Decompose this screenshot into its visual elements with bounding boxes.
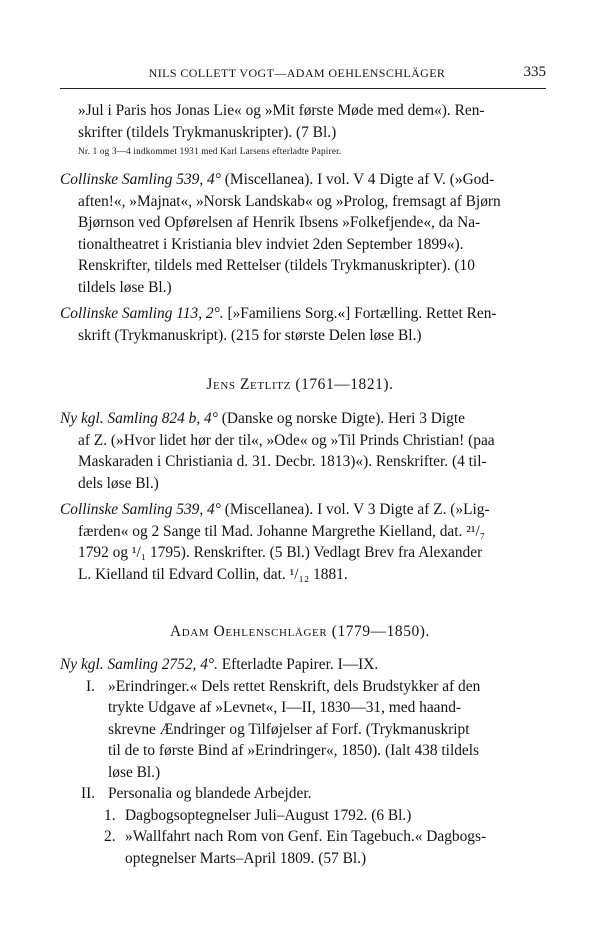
author-name: Adam Oehlenschläger [170, 623, 328, 640]
subitem-marker: 2. [104, 828, 116, 845]
footnote-line: Nr. 1 og 3—4 indkommet 1931 med Karl Larsens efterladte Papirer. [78, 146, 342, 156]
shelfmark: Ny kgl. Samling 2752, 4°. [60, 656, 218, 673]
text-line: skrevne Ændringer og Tilføjelser af Forf. (Trykmanuskript [108, 720, 470, 738]
text-line: færden« og 2 Sange til Mad. Johanne Margrethe Kielland, dat. ²¹/₇ [78, 522, 486, 540]
text-line: »Wallfahrt nach Rom von Genf. Ein Tagebuch.« Dagbogs- [125, 828, 487, 845]
subitem-text [125, 826, 486, 869]
entry-continuation [78, 521, 485, 586]
text-line: Maskaraden i Christiania d. 31. Decbr. 1813)«). Renskrifter. (4 til- [78, 453, 487, 470]
text-line: 1792 og ¹/₁ 1795). Renskrifter. (5 Bl.) Vedlagt Brev fra Alexander [78, 544, 483, 561]
entry-text: (Miscellanea). I vol. V 4 Digte af V. (»God- [220, 171, 495, 188]
shelfmark: Collinske Samling 539, 4° [60, 501, 221, 518]
entry-continuation [78, 100, 485, 143]
entry-continuation [78, 430, 495, 495]
entry-first-line [60, 169, 494, 191]
catalog-entry [60, 169, 494, 191]
shelfmark: Collinske Samling 539, 4° [60, 171, 221, 188]
item-text [108, 676, 480, 784]
item-marker: I. [86, 677, 95, 695]
author-dates: (1761—1821). [290, 376, 394, 393]
shelfmark: Collinske Samling 113, 2°. [60, 305, 224, 322]
text-line: skrift (Trykmanuskript). (215 for største Delen løse Bl.) [78, 326, 422, 344]
text-line: til de to første Bind af »Erindringer«, 1850). (Ialt 438 tildels [108, 742, 480, 759]
entry-first-line [60, 654, 378, 676]
entry-first-line [60, 499, 490, 521]
catalog-entry [60, 654, 378, 676]
catalog-entry [60, 499, 490, 521]
text-line: Bjørnson ved Opførelsen af Henrik Ibsens »Folkefjende«, da Na- [78, 214, 481, 231]
entry-text: Efterladte Papirer. I—IX. [217, 656, 379, 673]
text-line: aften!«, »Majnat«, »Norsk Landskab« og »Prolog, fremsagt af Bjørn [78, 192, 501, 210]
text-line: løse Bl.) [108, 763, 161, 781]
text-line: »Erindringer.« Dels rettet Renskrift, dels Brudstykker af den [108, 677, 481, 695]
text-line: tionaltheatret i Kristiania blev indviet 2den September 1899«). [78, 235, 464, 253]
text-line: tildels løse Bl.) [78, 278, 172, 296]
header-rule [60, 88, 546, 89]
text-line: L. Kielland til Edvard Collin, dat. ¹/₁₂ 1881. [78, 565, 348, 583]
catalog-entry [60, 303, 497, 325]
text-line: Renskrifter, tildels med Rettelser (tildels Trykmanuskripter). (10 [78, 257, 475, 274]
entry-first-line [60, 303, 497, 325]
text-line: Dagbogsoptegnelser Juli–August 1792. (6 Bl.) [125, 806, 412, 824]
entry-continuation [78, 191, 501, 299]
entry-text: (Danske og norske Digte). Heri 3 Digte [217, 410, 465, 427]
running-title: NILS COLLETT VOGT—ADAM OEHLENSCHLÄGER [148, 66, 446, 80]
author-name: Jens Zetlitz [206, 376, 291, 393]
catalog-entry [60, 408, 465, 430]
entry-first-line [60, 408, 465, 430]
item-marker: II. [81, 785, 96, 802]
author-heading [0, 376, 600, 394]
entry-text: (Miscellanea). I vol. V 3 Digte af Z. (»Lig- [220, 501, 490, 518]
running-header [48, 64, 546, 86]
text-line: trykte Udgave af »Levnet«, I—II, 1830—31, med haand- [108, 699, 462, 716]
page-number: 335 [523, 64, 546, 80]
entry-continuation [78, 325, 422, 347]
text-line: af Z. (»Hvor lidet hør der til«, »Ode« og »Til Prinds Christian! (paa [78, 431, 495, 449]
text-line: optegnelser Marts–April 1809. (57 Bl.) [125, 849, 367, 867]
text-line: »Jul i Paris hos Jonas Lie« og »Mit første Møde med dem«). Ren- [78, 102, 485, 119]
author-heading [0, 623, 600, 641]
subitem-marker: 1. [104, 806, 116, 824]
text-line: dels løse Bl.) [78, 474, 159, 492]
subitem-text [125, 805, 411, 827]
item-label: Personalia og blandede Arbejder. [108, 785, 312, 802]
author-dates: (1779—1850). [327, 623, 430, 640]
text-line: skrifter (tildels Trykmanuskripter). (7 Bl.) [78, 123, 337, 141]
shelfmark: Ny kgl. Samling 824 b, 4° [60, 410, 218, 427]
entry-text: [»Familiens Sorg.«] Fortælling. Rettet Ren- [223, 305, 497, 322]
